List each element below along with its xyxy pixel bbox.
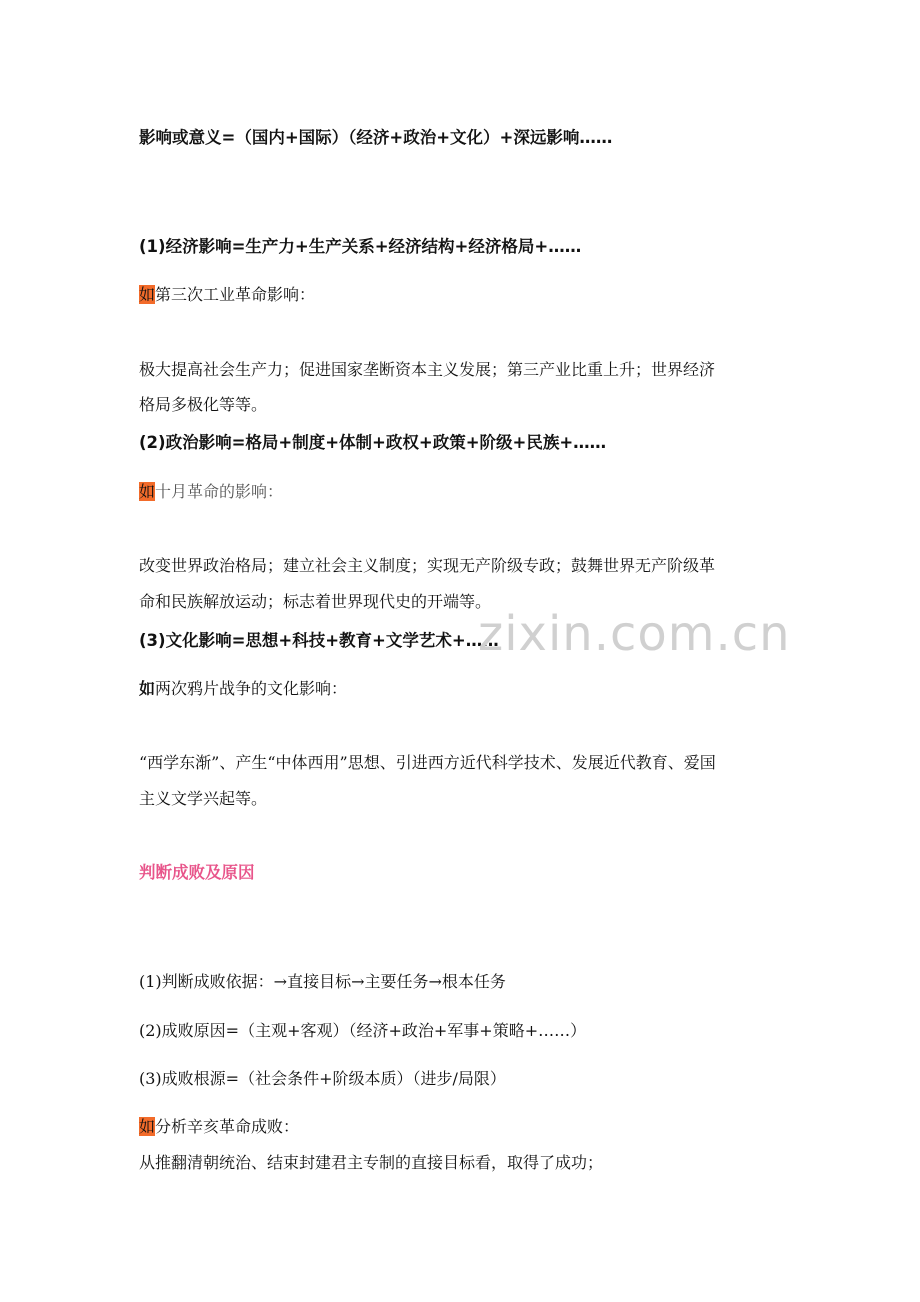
economic-influence-formula: (1)经济影响=生产力+生产关系+经济结构+经济格局+…… [139,237,582,256]
judgment-basis: (1)判断成败依据：→直接目标→主要任务→根本任务 [139,972,506,991]
example-text: 两次鸦片战争的文化影响： [155,679,348,698]
example-line-4 [139,1116,299,1138]
example-marker: 如 [139,679,156,698]
example-text: 分析辛亥革命成败： [155,1117,300,1136]
example-line-3 [139,678,347,700]
cultural-influence-formula: (3)文化影响=思想+科技+教育+文学艺术+…… [139,631,499,650]
example-marker: 如 [139,1117,156,1136]
paragraph-1-line-2: 格局多极化等等。 [139,395,268,414]
paragraph-4-line-1: 从推翻清朝统治、结束封建君主专制的直接目标看，取得了成功； [139,1153,604,1172]
paragraph-3-line-2: 主义文学兴起等。 [139,789,268,808]
section-heading: 判断成败及原因 [139,863,255,882]
paragraph-3-line-1: “西学东渐”、产生“中体西用”思想、引进西方近代科学技术、发展近代教育、爱国 [139,753,716,772]
success-failure-causes: (2)成败原因=（主观+客观）（经济+政治+军事+策略+……） [139,1021,587,1040]
example-line-1 [139,284,315,306]
paragraph-1-line-1: 极大提高社会生产力；促进国家垄断资本主义发展；第三产业比重上升；世界经济 [139,360,716,379]
example-line-2 [139,481,283,503]
paragraph-2-line-1: 改变世界政治格局；建立社会主义制度；实现无产阶级专政；鼓舞世界无产阶级革 [139,556,716,575]
paragraph-2-line-2: 命和民族解放运动；标志着世界现代史的开端等。 [139,592,492,611]
example-text: 十月革命的影响： [155,482,284,501]
success-failure-roots: (3)成败根源=（社会条件+阶级本质）（进步/局限） [139,1069,506,1088]
influence-formula: 影响或意义=（国内+国际）（经济+政治+文化）+深远影响…… [139,128,613,147]
watermark: zixin.com.cn [478,606,791,662]
example-marker: 如 [139,285,156,304]
example-marker: 如 [139,482,156,501]
example-text: 第三次工业革命影响： [155,285,316,304]
political-influence-formula: (2)政治影响=格局+制度+体制+政权+政策+阶级+民族+…… [139,433,607,452]
